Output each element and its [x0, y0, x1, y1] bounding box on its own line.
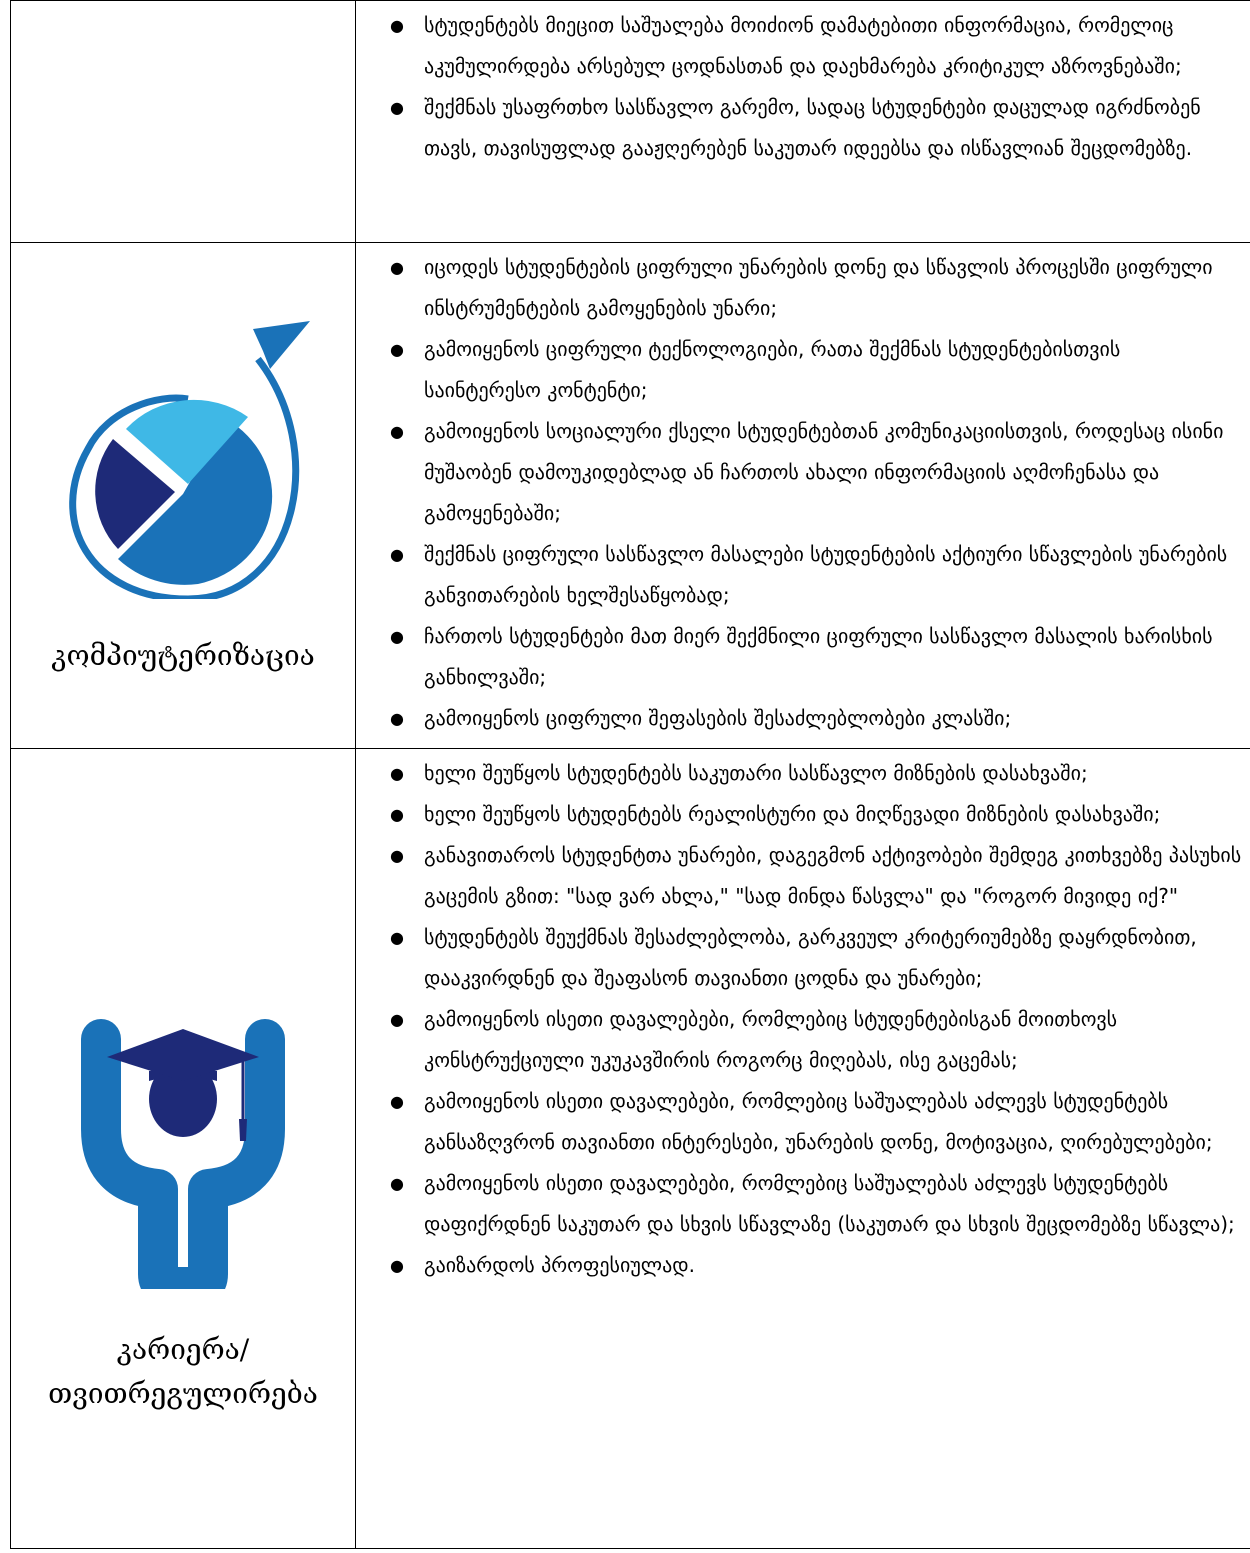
bullet-icon: ●	[390, 340, 404, 359]
list-item: ● გაიზარდოს პროფესიულად.	[394, 1245, 1242, 1286]
competency-table	[10, 0, 1250, 1549]
bullet-icon: ●	[390, 764, 404, 783]
bullet-icon: ●	[390, 1092, 404, 1111]
bullet-list	[356, 243, 1250, 741]
list-item: ● სტუდენტებს მიეცით საშუალება მოიძიონ დამატებითი ინფორმაცია, რომელიც აკუმულირდება არსებულ ცოდნასთან და დაეხმარება კრიტიკულ აზროვნებაში;	[394, 5, 1242, 87]
bullet-list	[356, 749, 1250, 1288]
list-item: ● შექმნას უსაფრთხო სასწავლო გარემო, სადაც სტუდენტები დაცულად იგრძნობენ თავს, თავისუფლად გააჟღერებენ საკუთარ იდეებსა და ისწავლიან შეცდომებზე.	[394, 87, 1242, 169]
pie-chart-arrow-icon	[11, 299, 355, 603]
table-row	[11, 1, 1250, 243]
bullet-icon: ●	[390, 1256, 404, 1275]
list-item: ● ხელი შეუწყოს სტუდენტებს საკუთარი სასწავლო მიზნების დასახვაში;	[394, 753, 1242, 794]
table-row	[11, 243, 1250, 749]
list-item: ● გამოიყენოს ისეთი დავალებები, რომლებიც სტუდენტებისგან მოითხოვს კონსტრუქციული უკუკავშირის როგორც მიღებას, ისე გაცემას;	[394, 999, 1242, 1081]
row-label-cell	[11, 749, 356, 1549]
bullet-icon: ●	[390, 709, 404, 728]
row-label: კომპიუტერიზაცია	[51, 639, 315, 672]
bullet-icon: ●	[390, 805, 404, 824]
list-item: ● განავითაროს სტუდენტთა უნარები, დაგეგმონ აქტივობები შემდეგ კითხვებზე პასუხის გაცემის გზით: "სად ვარ ახლა," "სად მინდა წასვლა" და "როგორ მივიდე იქ?"	[394, 835, 1242, 917]
list-item: ● სტუდენტებს შეუქმნას შესაძლებლობა, გარკვეულ კრიტერიუმებზე დაყრდნობით, დააკვირდნენ და შეაფასონ თავიანთი ცოდნა და უნარები;	[394, 917, 1242, 999]
list-item: ● გამოიყენოს ისეთი დავალებები, რომლებიც საშუალებას აძლევს სტუდენტებს დაფიქრდნენ საკუთარ და სხვის სწავლაზე (საკუთარ და სხვის შეცდომებზე სწავლა);	[394, 1163, 1242, 1245]
bullet-icon: ●	[390, 627, 404, 646]
list-item: ● ხელი შეუწყოს სტუდენტებს რეალისტური და მიღწევადი მიზნების დასახვაში;	[394, 794, 1242, 835]
row-label-line: კარიერა/	[116, 1333, 250, 1366]
row-label-cell	[11, 1, 356, 243]
bullet-icon: ●	[390, 846, 404, 865]
graduate-person-icon	[11, 1019, 355, 1293]
bullet-icon: ●	[390, 1010, 404, 1029]
bullet-icon: ●	[390, 258, 404, 277]
bullet-icon: ●	[390, 16, 404, 35]
row-label-cell	[11, 243, 356, 749]
list-item: ● შექმნას ციფრული სასწავლო მასალები სტუდენტების აქტიური სწავლების უნარების განვითარების ხელშესაწყობად;	[394, 534, 1242, 616]
bullet-icon: ●	[390, 98, 404, 117]
bullet-icon: ●	[390, 545, 404, 564]
bullet-icon: ●	[390, 1174, 404, 1193]
bullet-icon: ●	[390, 928, 404, 947]
list-item: ● გამოიყენოს სოციალური ქსელი სტუდენტებთან კომუნიკაციისთვის, როდესაც ისინი მუშაობენ დამოუკიდებლად ან ჩართოს ახალი ინფორმაციის აღმოჩენასა და გამოყენებაში;	[394, 411, 1242, 534]
bullet-icon: ●	[390, 422, 404, 441]
list-item: ● იცოდეს სტუდენტების ციფრული უნარების დონე და სწავლის პროცესში ციფრული ინსტრუმენტების გამოყენების უნარი;	[394, 247, 1242, 329]
list-item: ● გამოიყენოს ციფრული ტექნოლოგიები, რათა შექმნას სტუდენტებისთვის საინტერესო კონტენტი;	[394, 329, 1242, 411]
list-item: ● გამოიყენოს ციფრული შეფასების შესაძლებლობები კლასში;	[394, 698, 1242, 739]
row-content-cell	[356, 243, 1250, 749]
list-item: ● გამოიყენოს ისეთი დავალებები, რომლებიც საშუალებას აძლევს სტუდენტებს განსაზღვრონ თავიანთი ინტერესები, უნარების დონე, მოტივაცია, ღირებულებები;	[394, 1081, 1242, 1163]
list-item: ● ჩართოს სტუდენტები მათ მიერ შექმნილი ციფრული სასწავლო მასალის ხარისხის განხილვაში;	[394, 616, 1242, 698]
row-label-line: თვითრეგულირება	[48, 1377, 318, 1410]
bullet-list	[356, 1, 1250, 171]
row-content-cell	[356, 749, 1250, 1549]
table-row	[11, 749, 1250, 1549]
row-content-cell	[356, 1, 1250, 243]
